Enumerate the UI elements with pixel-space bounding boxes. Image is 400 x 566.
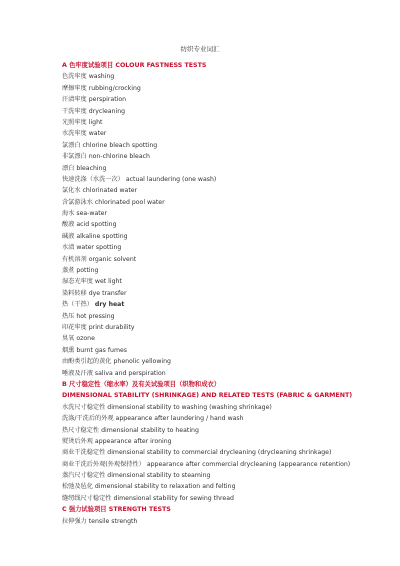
section-heading: C 强力试验项目 STRENGTH TESTS bbox=[62, 506, 171, 514]
term-line: 蒸煮 potting bbox=[62, 267, 99, 275]
section-heading: A 色牢度试验项目 COLOUR FASTNESS TESTS bbox=[62, 62, 207, 69]
term-line: 缝纫线尺寸稳定性 dimensional stability for sewing thread bbox=[62, 494, 234, 502]
page-title: 纺织专业词汇 bbox=[180, 45, 220, 53]
term-line: 水渍 water spotting bbox=[62, 244, 122, 252]
term-line: 印花牢度 print durability bbox=[62, 323, 135, 331]
term-line: 色洗牢度 washing bbox=[62, 73, 115, 81]
term-line: 拉伸强力 tensile strength bbox=[62, 517, 138, 525]
section-heading: DIMENSIONAL STABILITY (SHRINKAGE) AND RELATED TESTS (FABRIC & GARMENT) bbox=[62, 392, 353, 400]
term-line: 湿态光牢度 wet light bbox=[62, 278, 122, 286]
term-line: 染料转移 dye transfer bbox=[62, 289, 127, 297]
term-line: 汗渍牢度 perspiration bbox=[62, 96, 127, 104]
term-line: 热压 hot pressing bbox=[62, 312, 115, 320]
term-line: 蒸汽尺寸稳定性 dimensional stability to steaming bbox=[62, 472, 211, 480]
term-line: 非氯漂白 non-chlorine bleach bbox=[62, 153, 150, 161]
document-body bbox=[62, 60, 362, 527]
term-line: 唾液及汗液 saliva and perspiration bbox=[62, 369, 166, 377]
term-line: 干洗牢度 drycleaning bbox=[62, 107, 126, 115]
term-line: 氯漂白 chlorine bleach spotting bbox=[62, 141, 158, 149]
term-line: 熨烫后外观 appearance after ironing bbox=[62, 437, 172, 445]
term-line: 海水 sea-water bbox=[62, 210, 108, 218]
term-line: 洗涤/干洗后的外观 appearance after laundering / hand wash bbox=[62, 415, 244, 423]
term-line: 光照牢度 light bbox=[62, 118, 103, 126]
term-line: 由酚类引起的黄化 phenolic yellowing bbox=[62, 358, 171, 366]
term-line: 水洗尺寸稳定性 dimensional stability to washing (washing shrinkage) bbox=[62, 403, 272, 411]
term-line: 热尺寸稳定性 dimensional stability to heating bbox=[62, 426, 199, 434]
term-line: 水洗牢度 water bbox=[62, 130, 107, 138]
term-line: 酸液 acid spotting bbox=[62, 221, 117, 229]
term-line: 摩擦牢度 rubbing/crocking bbox=[62, 84, 141, 92]
term-line: 有机溶剂 organic solvent bbox=[62, 255, 137, 263]
term-line: 快速洗涤（水洗一次） actual laundering (one wash) bbox=[62, 175, 217, 183]
term-line: 碱液 alkaline spotting bbox=[62, 232, 128, 240]
term-line: 商业干洗稳定性 dimensional stability to commercial drycleaning (drycleaning shrinkage) bbox=[62, 449, 332, 457]
term-line: 氯化水 chlorinated water bbox=[62, 187, 138, 195]
term-line: 烟熏 burnt gas fumes bbox=[62, 346, 128, 354]
term-line: 松弛及毡化 dimensional stability to relaxation and felting bbox=[62, 483, 236, 491]
term-line: 含氯游泳水 chlorinated pool water bbox=[62, 198, 165, 206]
term-line: 漂白 bleaching bbox=[62, 164, 107, 172]
term-line: 臭氧 ozone bbox=[62, 335, 95, 343]
section-heading: B 尺寸稳定性（缩水率）及有关试验项目（织物和成衣） bbox=[62, 380, 221, 388]
term-line: 热（干热） dry heat bbox=[62, 301, 125, 309]
term-line: 商业干洗后外观(外观保持性） appearance after commercial drycleaning (appearance retention) bbox=[62, 460, 351, 468]
